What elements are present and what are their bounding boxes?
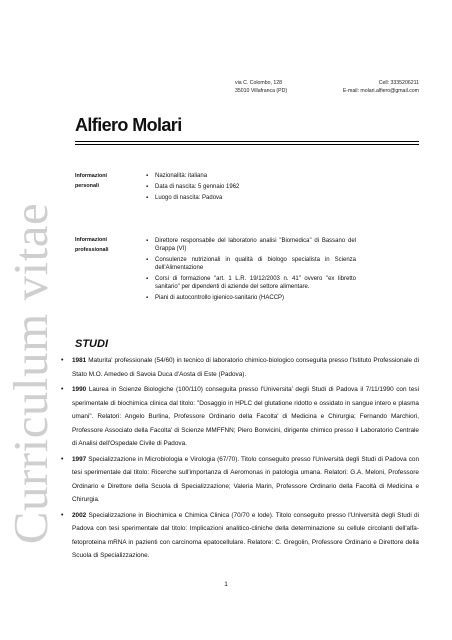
personal-item: ▪ Data di nascita: 5 gennaio 1962 — [146, 183, 356, 191]
studi-text: Maturita' professionale (54/60) in tecnico di laboratorio chimico-biologico conseguita presso l'Istituto Professionale di Stato M.O. Amedeo di Savoia Duca d'Aosta di Este (Padova). — [72, 357, 419, 378]
contact-block — [332, 79, 419, 95]
studi-text: Laurea in Scienze Biologiche (100/110) conseguita presso l'Universita' degli Studi di Padova il 7/11/1990 con tesi sperimentale di biochimica clinica dal titolo: "Dosaggio in HPLC del glutatione ridotto e ossidato in sangue intero e plasma umani". Relatori: Angelo Burlina, Professore Ordinario della Facolta' di Medicina e Chirurgia; Fernando Marchiori, Professore Associato della Facolta' di Scienze MMFFNN; Piero Bonvicini, dirigente chimico presso il Laboratorio Centrale di Analisi dell'Ospedale Civile di Padova. — [72, 386, 419, 447]
header-rule-thin — [75, 144, 419, 145]
personal-item: ▪ Luogo di nascita: Padova — [146, 194, 356, 202]
studi-item — [59, 509, 419, 563]
professional-item: ▪ Corsi di formazione "art. 1 L.R. 19/12/2003 n. 41" ovvero "ex libretto sanitario" per dipendenti di aziende del settore alimentare. — [146, 275, 356, 291]
studi-year: 1997 — [72, 455, 87, 463]
professional-info-label: Informazioni professionali — [75, 237, 109, 253]
address-line-1: via C. Colombo, 128 — [235, 80, 282, 86]
address-line-2: 35010 Villafranca (PD) — [235, 88, 288, 94]
header-rule — [75, 141, 419, 142]
personal-info-label: Informazioni personali — [75, 173, 108, 189]
personal-item: ▪ Nazionalità: italiana — [146, 172, 356, 180]
address-block — [235, 79, 287, 95]
vertical-title-text: Curriculum vitae — [3, 202, 59, 544]
studi-text: Specializzazione in Biochimica e Chimica Clinica (70/70 e lode). Titolo conseguito presso l'Università degli Studi di Padova con tesi sperimentale dal titolo: Implicazioni analitico-cliniche della determinazione su cellule circolanti dell'alfa-fetoproteina mRNA in pazienti con carcinoma epatocellulare. Relatore: C. Gregolin, Professore Ordinario e Direttore della Scuola di Specializzazione. — [72, 511, 419, 559]
professional-item: ▪ Direttore responsabile del laboratorio analisi "Biomedica" di Bassano del Grappa (VI) — [146, 237, 356, 253]
studi-year: 1981 — [72, 357, 87, 364]
professional-info-list — [146, 237, 356, 305]
professional-item: ▪ Consulenze nutrizionali in qualità di biologo specialista in Scienza dell'Alimentazione — [146, 256, 356, 272]
studi-item — [59, 383, 419, 451]
studi-list — [59, 354, 419, 565]
studi-item — [59, 453, 419, 507]
professional-item: ▪ Piani di autocontrollo igienico-sanitario (HACCP) — [146, 294, 356, 302]
curriculum-vitae-vertical-title — [2, 128, 60, 618]
studi-text: Specializzazione in Microbiologia e Virologia (67/70). Titolo conseguito presso l'Università degli Studi di Padova con tesi sperimentale dal titolo: Ricerche sull'importanza di Aeromonas in patologia umana. Relatori: G.A. Meloni, Professore Ordinario e Direttore della Scuola di Specializzazione; Valeria Marin, Professore Ordinario della Facoltà di Medicina e Chirurgia. — [72, 455, 419, 503]
studi-heading: STUDI — [75, 338, 108, 350]
personal-info-list — [146, 172, 356, 205]
studi-year: 1990 — [72, 386, 87, 393]
studi-item — [59, 354, 419, 381]
phone: Cell: 3335206211 — [378, 80, 419, 86]
person-name: Alfiero Molari — [75, 115, 182, 135]
studi-year: 2002 — [72, 511, 87, 519]
page-number: 1 — [224, 581, 228, 588]
email: E-mail: molari.alfiero@gmail.com — [342, 88, 419, 94]
